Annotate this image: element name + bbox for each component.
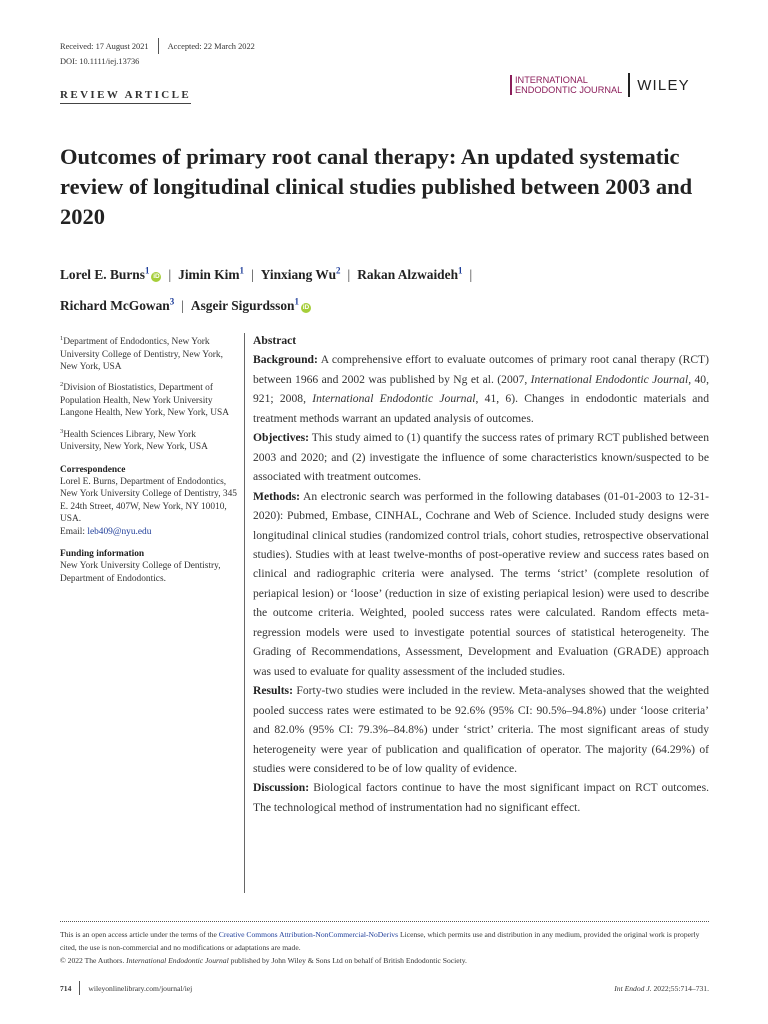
author-separator: | xyxy=(469,267,473,283)
accepted-date: Accepted: 22 March 2022 xyxy=(167,41,255,51)
abstract-objectives: Objectives: This study aimed to (1) quantify the success rates of primary RCT published between 2003 and 2020; and (2) investigate the influence of some characteristics known/suspected to be associated with treatment outcomes. xyxy=(253,431,709,484)
page-footer xyxy=(60,981,709,995)
orcid-icon[interactable]: iD xyxy=(153,273,160,281)
publisher-logo: WILEY xyxy=(637,76,690,94)
license-footnote xyxy=(60,928,709,967)
footer-divider xyxy=(79,981,80,995)
abstract-methods: Methods: An electronic search was performed in the following databases (01-01-2003 to 12-31-2020): Pubmed, Embase, CINHAL, Cochrane and Web of Science. Included study designs were longitudinal clinical studies (randomized control trials, cohort studies, retrospective observational studies). Studies with at least twelve-months of post-operative review and success rates based on clinical and radiographic criteria were analysed. The terms ‘strict’ (complete resolution of periapical lesion) or ‘loose’ (reduction in size of existing periapical lesion) were used to describe the outcome criteria. Weighted, pooled success rates were calculated. Random effects meta-regression models were used to investigate potential sources of statistical heterogeneity. The Grading of Recommendations, Assessment, Development and Evaluation (GRADE) approach was used to evaluate for quality assessment of the included studies. xyxy=(253,489,709,678)
affiliation-marker: 1 xyxy=(239,266,245,276)
iej-logo xyxy=(510,75,622,95)
license-link[interactable]: Creative Commons Attribution-NonCommercial-NoDerivs xyxy=(218,930,399,939)
funding-heading: Funding information xyxy=(60,549,145,560)
email-link[interactable]: leb409@nyu.edu xyxy=(87,526,152,537)
author[interactable]: Rakan Alzwaideh$^1$ xyxy=(357,266,463,283)
affiliation-marker: 1 xyxy=(294,296,299,307)
abstract-heading: Abstract xyxy=(253,334,297,347)
abstract-discussion: Discussion: Biological factors continue to have the most significant impact on RCT outcomes. The technological method of instrumentation had no significant effect. xyxy=(253,781,709,814)
article-type: REVIEW ARTICLE xyxy=(60,89,191,104)
received-date: Received: 17 August 2021 xyxy=(60,41,149,51)
journal-url[interactable]: wileyonlinelibrary.com/journal/iej xyxy=(88,983,193,993)
correspondence-text: Lorel E. Burns, Department of Endodontics, New York University College of Dentistry, 345 E. 24th Street, 407W, New York, NY 10010, USA. Email: leb409@nyu.edu xyxy=(60,477,237,537)
sidebar-info xyxy=(60,333,238,591)
abstract-results: Results: Forty-two studies were included in the review. Meta-analyses showed that the weighted pooled success rates were estimated to be 92.6% (95% CI: 90.5%–94.8%) under ‘loose criteria’ and 82.0% (95% CI: 79.3%–84.8%) under ‘strict’ criteria. The most significant areas of study heterogeneity were year of publication and qualification of operator. The majority (64.29%) of studies were considered to be of low quality of evidence. xyxy=(253,684,709,775)
affiliation: $^3$Health Sciences Library, New York University, New York, New York, USA xyxy=(60,427,208,453)
author-separator: | xyxy=(181,297,184,313)
footnote-divider xyxy=(60,921,709,922)
affiliation-marker: 1 xyxy=(144,266,150,276)
affiliation: $^2$Division of Biostatistics, Department of Population Health, New York University Langone Health, New York, New York, USA xyxy=(60,381,229,419)
author-separator: | xyxy=(168,267,172,283)
correspondence-heading: Correspondence xyxy=(60,464,126,475)
author[interactable]: Jimin Kim$^1$ xyxy=(178,266,245,283)
divider xyxy=(158,38,159,54)
copyright-text: © 2022 The Authors. International Endodontic Journal published by John Wiley & Sons Ltd on behalf of British Endodontic Society. xyxy=(60,956,467,965)
affiliation-marker: 1 xyxy=(458,266,463,276)
logo-divider xyxy=(628,73,630,97)
logo-line-2: ENDODONTIC JOURNAL xyxy=(515,85,623,95)
author-separator: | xyxy=(347,267,351,283)
author-list xyxy=(60,258,720,319)
license-text: This is an open access article under the terms of the Creative Commons Attribution-NonCommercial-NoDerivs License, which permits use and distribution in any medium, provided the original work is properly cited, the use is non-commercial and no modifications or adaptations are made. xyxy=(60,930,700,952)
author[interactable]: Asgeir Sigurdsson$^1$iD xyxy=(190,296,310,313)
affiliation-marker: 2 xyxy=(336,266,341,276)
affiliation: $^1$Department of Endodontics, New York University College of Dentistry, New York, New York, USA xyxy=(60,335,223,372)
author-separator: | xyxy=(251,267,254,283)
logo-line-1: INTERNATIONAL xyxy=(515,75,588,85)
page-number: 714 xyxy=(60,983,72,993)
affiliation-marker: 3 xyxy=(169,296,175,307)
article-title: Outcomes of primary root canal therapy: An updated systematic review of longitudinal clinical studies published between 2003 and 2020 xyxy=(60,144,693,229)
journal-logo[interactable] xyxy=(510,73,690,97)
citation: Int Endod J. 2022;55:714–731. xyxy=(614,983,709,993)
author[interactable]: Yinxiang Wu$^2$ xyxy=(260,266,341,283)
abstract xyxy=(253,331,709,817)
funding-text: New York University College of Dentistry, Department of Endodontics. xyxy=(60,561,221,584)
doi[interactable]: DOI: 10.1111/iej.13736 xyxy=(60,57,140,66)
article-dates xyxy=(60,38,255,54)
column-divider xyxy=(244,333,245,893)
abstract-background: Background: A comprehensive effort to evaluate outcomes of primary root canal therapy (RCT) between 1966 and 2002 was published by Ng et al. (2007, International Endodontic Journal, 40, 921; 2008, International Endodontic Journal, 41, 6). Changes in endodontic materials and treatment methods warrant an updated analysis of outcomes. xyxy=(253,353,709,425)
author[interactable]: Richard McGowan$^3$ xyxy=(60,296,175,313)
author[interactable]: Lorel E. Burns$^1$iD xyxy=(60,266,160,283)
orcid-icon[interactable]: iD xyxy=(302,303,310,311)
